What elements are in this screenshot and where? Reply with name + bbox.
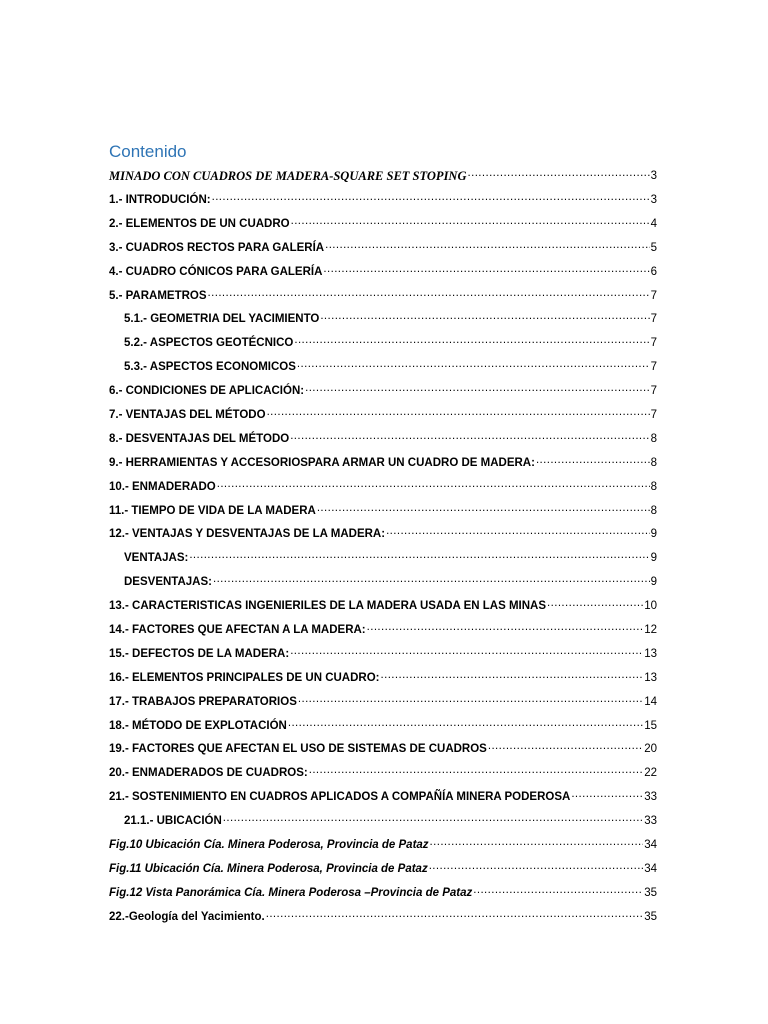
toc-entry-title: 2.- ELEMENTOS DE UN CUADRO bbox=[109, 217, 290, 230]
toc-entry-title: 13.- CARACTERISTICAS INGENIERILES DE LA MADERA USADA EN LAS MINAS bbox=[109, 600, 547, 613]
toc-entry-title: 5.3.- ASPECTOS ECONOMICOS bbox=[124, 361, 296, 374]
toc-entry-title: 9.- HERRAMIENTAS Y ACCESORIOSPARA ARMAR UN CUADRO DE MADERA: bbox=[109, 456, 535, 469]
toc-entry[interactable] bbox=[0, 164, 768, 188]
toc-entry-title: MINADO CON CUADROS DE MADERA-SQUARE SET STOPING bbox=[109, 168, 467, 183]
toc-entry-page: 33 bbox=[644, 815, 657, 828]
toc-entry-page: 33 bbox=[644, 791, 657, 804]
toc-entry-title: 5.2.- ASPECTOS GEOTÉCNICO bbox=[124, 337, 294, 350]
toc-entry[interactable] bbox=[0, 236, 768, 260]
dot-leader bbox=[309, 767, 643, 779]
toc-entry-page: 8 bbox=[650, 456, 657, 469]
dot-leader bbox=[488, 743, 643, 755]
toc-entry-page: 15 bbox=[644, 719, 657, 732]
dot-leader bbox=[213, 576, 650, 588]
table-of-contents bbox=[0, 164, 768, 929]
toc-entry[interactable] bbox=[0, 475, 768, 499]
toc-entry[interactable] bbox=[0, 666, 768, 690]
toc-entry-page: 7 bbox=[650, 385, 657, 398]
toc-entry[interactable] bbox=[0, 594, 768, 618]
toc-entry[interactable] bbox=[0, 618, 768, 642]
dot-leader bbox=[290, 433, 649, 445]
toc-entry-title: Fig.10 Ubicación Cía. Minera Poderosa, Provincia de Pataz bbox=[109, 838, 429, 851]
dot-leader bbox=[323, 266, 649, 278]
dot-leader bbox=[305, 385, 650, 397]
toc-entry-title: 22.-Geología del Yacimiento. bbox=[109, 910, 265, 923]
toc-entry-page: 14 bbox=[644, 695, 657, 708]
dot-leader bbox=[223, 815, 643, 827]
dot-leader bbox=[571, 791, 643, 803]
toc-entry-title: VENTAJAS: bbox=[124, 552, 189, 565]
toc-entry-page: 9 bbox=[650, 528, 657, 541]
toc-entry[interactable] bbox=[0, 188, 768, 212]
toc-entry-page: 20 bbox=[644, 743, 657, 756]
dot-leader bbox=[473, 887, 643, 899]
dot-leader bbox=[317, 505, 650, 517]
toc-entry-page: 8 bbox=[650, 432, 657, 445]
dot-leader bbox=[290, 648, 643, 660]
toc-entry-title: 20.- ENMADERADOS DE CUADROS: bbox=[109, 767, 308, 780]
dot-leader bbox=[320, 313, 649, 325]
toc-entry[interactable] bbox=[0, 714, 768, 738]
toc-entry-title: 1.- INTRODUCIÓN: bbox=[109, 193, 211, 206]
toc-entry-title: 3.- CUADROS RECTOS PARA GALERÍA bbox=[109, 241, 325, 254]
toc-entry-page: 9 bbox=[650, 576, 657, 589]
toc-entry[interactable] bbox=[0, 307, 768, 331]
toc-entry[interactable] bbox=[0, 833, 768, 857]
toc-entry-page: 7 bbox=[650, 408, 657, 421]
toc-entry[interactable] bbox=[0, 212, 768, 236]
toc-entry-page: 35 bbox=[644, 886, 657, 899]
toc-entry[interactable] bbox=[0, 260, 768, 284]
toc-entry[interactable] bbox=[0, 522, 768, 546]
toc-entry-title: 7.- VENTAJAS DEL MÉTODO bbox=[109, 408, 266, 421]
toc-entry-title: 4.- CUADRO CÓNICOS PARA GALERÍA bbox=[109, 265, 323, 278]
toc-entry-title: Fig.12 Vista Panorámica Cía. Minera Poderosa –Provincia de Pataz bbox=[109, 886, 473, 899]
toc-entry[interactable] bbox=[0, 690, 768, 714]
dot-leader bbox=[381, 672, 644, 684]
toc-entry[interactable] bbox=[0, 451, 768, 475]
dot-leader bbox=[297, 361, 650, 373]
toc-entry-page: 7 bbox=[650, 361, 657, 374]
toc-entry-page: 22 bbox=[644, 767, 657, 780]
toc-entry-title: 18.- MÉTODO DE EXPLOTACIÓN bbox=[109, 719, 287, 732]
dot-leader bbox=[294, 337, 649, 349]
toc-entry[interactable] bbox=[0, 546, 768, 570]
toc-entry[interactable] bbox=[0, 355, 768, 379]
toc-entry[interactable] bbox=[0, 881, 768, 905]
toc-entry[interactable] bbox=[0, 737, 768, 761]
dot-leader bbox=[429, 863, 644, 875]
toc-entry-title: 8.- DESVENTAJAS DEL MÉTODO bbox=[109, 432, 290, 445]
toc-entry-page: 13 bbox=[644, 671, 657, 684]
toc-entry[interactable] bbox=[0, 379, 768, 403]
dot-leader bbox=[212, 194, 650, 206]
toc-entry-page: 12 bbox=[644, 623, 657, 636]
toc-entry-page: 6 bbox=[650, 265, 657, 278]
toc-entry-page: 7 bbox=[650, 313, 657, 326]
dot-leader bbox=[468, 170, 650, 182]
toc-entry[interactable] bbox=[0, 642, 768, 666]
toc-entry-title: 6.- CONDICIONES DE APLICACIÓN: bbox=[109, 385, 305, 398]
dot-leader bbox=[298, 696, 643, 708]
dot-leader bbox=[430, 839, 644, 851]
dot-leader bbox=[386, 528, 650, 540]
toc-entry[interactable] bbox=[0, 403, 768, 427]
toc-entry-title: 14.- FACTORES QUE AFECTAN A LA MADERA: bbox=[109, 623, 366, 636]
toc-entry-page: 5 bbox=[650, 241, 657, 254]
toc-entry-title: 15.- DEFECTOS DE LA MADERA: bbox=[109, 647, 290, 660]
toc-entry-page: 3 bbox=[650, 193, 657, 206]
toc-entry[interactable] bbox=[0, 905, 768, 929]
toc-entry-page: 8 bbox=[650, 504, 657, 517]
dot-leader bbox=[547, 600, 643, 612]
toc-entry-title: 21.- SOSTENIMIENTO EN CUADROS APLICADOS A COMPAÑÍA MINERA PODEROSA bbox=[109, 791, 571, 804]
toc-heading: Contenido bbox=[109, 142, 187, 161]
toc-entry-page: 34 bbox=[644, 838, 657, 851]
dot-leader bbox=[291, 218, 650, 230]
toc-entry-title: DESVENTAJAS: bbox=[124, 576, 212, 589]
toc-entry-title: 21.1.- UBICACIÓN bbox=[124, 815, 222, 828]
dot-leader bbox=[267, 409, 650, 421]
dot-leader bbox=[266, 911, 643, 923]
dot-leader bbox=[189, 552, 649, 564]
toc-entry-page: 13 bbox=[644, 647, 657, 660]
toc-entry[interactable] bbox=[0, 284, 768, 308]
toc-entry[interactable] bbox=[0, 785, 768, 809]
toc-entry[interactable] bbox=[0, 761, 768, 785]
toc-entry-page: 34 bbox=[644, 862, 657, 875]
toc-entry-title: 5.- PARAMETROS bbox=[109, 289, 207, 302]
toc-entry[interactable] bbox=[0, 331, 768, 355]
toc-entry-title: 11.- TIEMPO DE VIDA DE LA MADERA bbox=[109, 504, 316, 517]
dot-leader bbox=[325, 242, 649, 254]
toc-entry[interactable] bbox=[0, 809, 768, 833]
dot-leader bbox=[367, 624, 644, 636]
toc-entry-page: 8 bbox=[650, 480, 657, 493]
toc-entry-page: 7 bbox=[650, 289, 657, 302]
toc-entry-page: 3 bbox=[650, 170, 657, 182]
toc-entry-page: 7 bbox=[650, 337, 657, 350]
toc-entry-title: 5.1.- GEOMETRIA DEL YACIMIENTO bbox=[124, 313, 320, 326]
toc-entry-title: 16.- ELEMENTOS PRINCIPALES DE UN CUADRO: bbox=[109, 671, 380, 684]
toc-entry-title: 17.- TRABAJOS PREPARATORIOS bbox=[109, 695, 297, 708]
toc-entry[interactable] bbox=[0, 499, 768, 523]
toc-entry-page: 35 bbox=[644, 910, 657, 923]
dot-leader bbox=[217, 481, 650, 493]
dot-leader bbox=[288, 720, 643, 732]
toc-entry[interactable] bbox=[0, 427, 768, 451]
toc-entry-page: 10 bbox=[644, 600, 657, 613]
toc-entry[interactable] bbox=[0, 857, 768, 881]
toc-entry-title: Fig.11 Ubicación Cía. Minera Poderosa, Provincia de Pataz bbox=[109, 862, 428, 875]
toc-entry-page: 4 bbox=[650, 217, 657, 230]
dot-leader bbox=[536, 457, 650, 469]
toc-entry-title: 12.- VENTAJAS Y DESVENTAJAS DE LA MADERA: bbox=[109, 528, 386, 541]
toc-entry-page: 9 bbox=[650, 552, 657, 565]
toc-entry[interactable] bbox=[0, 570, 768, 594]
toc-entry-title: 10.- ENMADERADO bbox=[109, 480, 216, 493]
toc-entry-title: 19.- FACTORES QUE AFECTAN EL USO DE SISTEMAS DE CUADROS bbox=[109, 743, 487, 756]
dot-leader bbox=[208, 290, 650, 302]
